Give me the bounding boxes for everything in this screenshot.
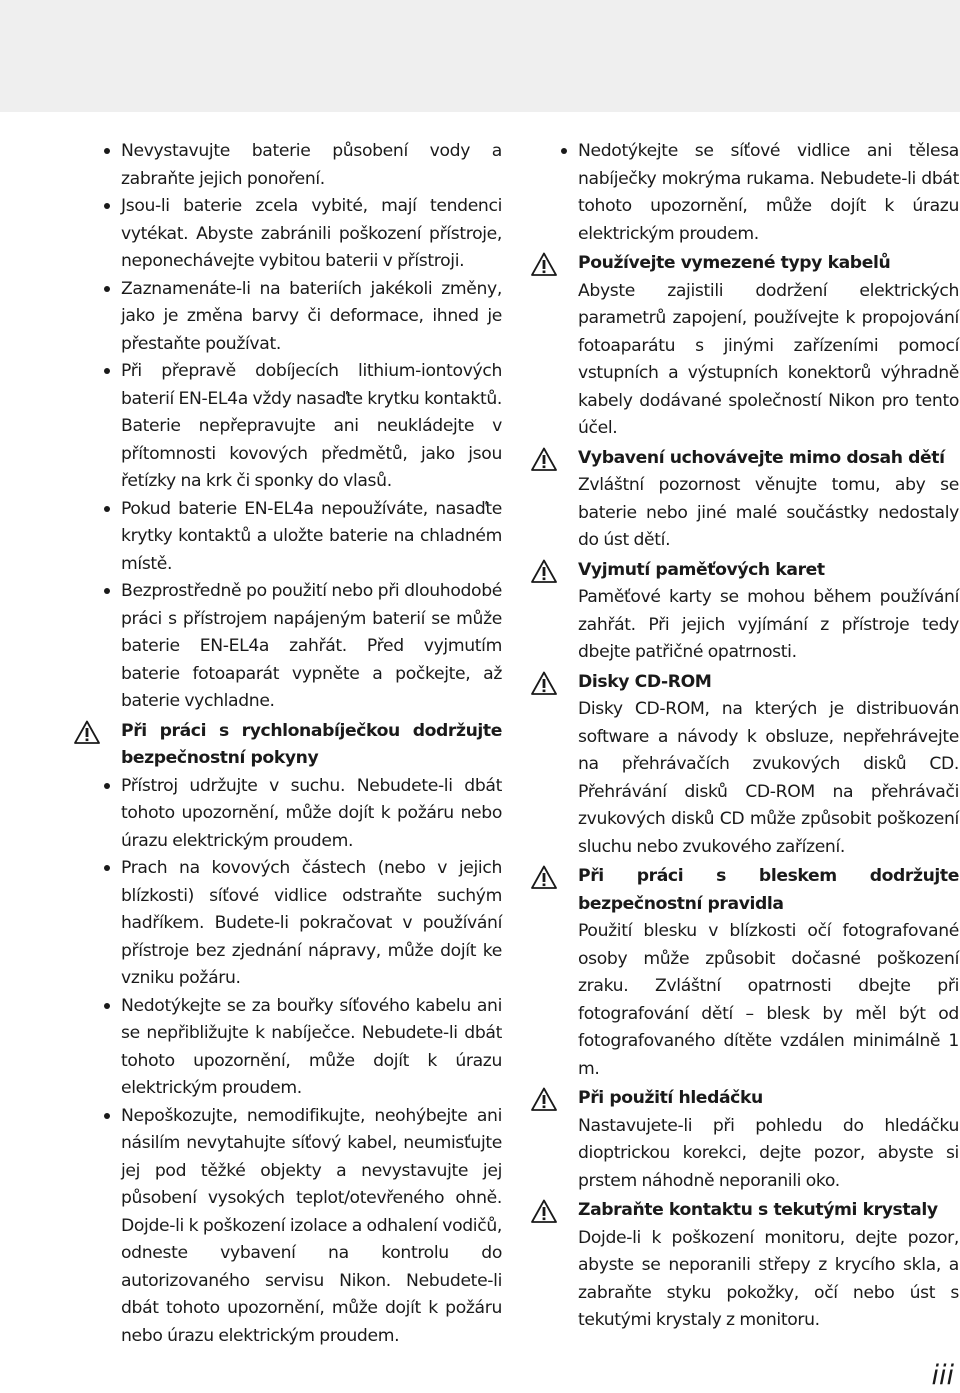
list-item: Pokud baterie EN-EL4a nepoužíváte, nasaďte krytky kontaktů a uložte baterie na chladném místě. bbox=[104, 496, 502, 579]
continuation-paragraph: Baterie nepřepravujte ani neukládejte v přítomnosti kovových předmětů, jako jsou řetízky na krk či sponky do vlasů. bbox=[121, 416, 502, 491]
left-column bbox=[104, 138, 502, 1350]
warning-body: Disky CD-ROM, na kterých je distribuován software a návody k obsluze, nepřehrávejte na přehrávačích zvukových disků CD. Přehrávání disků CD-ROM na přehrávači zvukových disků CD může způsobit poškození sluchu nebo zvukového zařízení. bbox=[578, 699, 959, 857]
warning-title: Vybavení uchovávejte mimo dosah dětí bbox=[578, 447, 945, 468]
right-column bbox=[561, 138, 959, 1335]
list-item: Nedotýkejte se za bouřky síťového kabelu ani se nepřibližujte k nabíječce. Nebudete-li dbát tohoto upozornění, může dojít k úrazu elektrickým proudem. bbox=[104, 993, 502, 1103]
warning-section bbox=[561, 445, 959, 555]
warning-title: Při použití hledáčku bbox=[578, 1088, 763, 1108]
warning-triangle-icon bbox=[74, 720, 100, 744]
warning-body: Zvláštní pozornost věnujte tomu, aby se baterie nebo jiné malé součástky nedostaly do úst dětí. bbox=[578, 475, 959, 550]
charger-warning-section bbox=[104, 718, 502, 773]
list-item: Jsou-li baterie zcela vybité, mají tendenci vytékat. Abyste zabránili poškození přístroje, neponechávejte vybitou baterii v přístroji. bbox=[104, 193, 502, 276]
warning-section bbox=[561, 250, 959, 443]
page-number: iii bbox=[931, 1360, 954, 1391]
warning-triangle-icon bbox=[531, 252, 557, 276]
warning-title: Při práci s bleskem dodržujte bezpečnostní pravidla bbox=[578, 866, 959, 914]
list-item: Prach na kovových částech (nebo v jejich blízkosti) síťové vidlice odstraňte suchým hadříkem. Budete-li pokračovat v používání přístroje bez zjednání nápravy, může dojít ke vzniku požáru. bbox=[104, 855, 502, 993]
list-item: Při přepravě dobíjecích lithium-iontových baterií EN-EL4a vždy nasaďte krytku kontaktů. bbox=[104, 358, 502, 413]
warning-title: Při práci s rychlonabíječkou dodržujte bezpečnostní pokyny bbox=[121, 720, 502, 768]
warning-triangle-icon bbox=[531, 559, 557, 583]
list-item: Zaznamenáte-li na bateriích jakékoli změny, jako je změna barvy či deformace, ihned je přestaňte používat. bbox=[104, 276, 502, 359]
list-item: Nepoškozujte, nemodifikujte, neohýbejte ani násilím nevytahujte síťový kabel, neumisťujte jej pod těžké objekty a nevystavujte jej působení vysokých teplot/otevřeného ohně. Dojde-li k poškození izolace a odhalení vodičů, odneste vybavení na kontrolu do autorizovaného servisu Nikon. Nebudete-li dbát tohoto upozornění, může dojít k požáru nebo úrazu elektrickým proudem. bbox=[104, 1103, 502, 1351]
warning-section bbox=[561, 669, 959, 862]
warning-title: Používejte vymezené typy kabelů bbox=[578, 253, 891, 273]
warning-triangle-icon bbox=[531, 865, 557, 889]
warning-body: Paměťové karty se mohou během používání zahřát. Při jejich vyjímání z přístroje tedy dbejte patřičné opatrnosti. bbox=[578, 587, 959, 662]
warning-triangle-icon bbox=[531, 1199, 557, 1223]
warning-title: Disky CD-ROM bbox=[578, 671, 712, 692]
warning-section bbox=[561, 1085, 959, 1195]
warning-title: Zabraňte kontaktu s tekutými krystaly bbox=[578, 1200, 938, 1220]
warning-section bbox=[561, 1197, 959, 1335]
warning-body: Abyste zajistili dodržení elektrických parametrů zapojení, používejte k propojování fotoaparátu s jinými zařízeními pomocí vstupních a výstupních konektorů výhradně kabely dodávané společností Nikon pro tento účel. bbox=[578, 280, 959, 438]
warning-triangle-icon bbox=[531, 1087, 557, 1111]
list-item: Přístroj udržujte v suchu. Nebudete-li dbát tohoto upozornění, může dojít k požáru nebo úrazu elektrickým proudem. bbox=[104, 773, 502, 856]
list-item: Nevystavujte baterie působení vody a zabraňte jejich ponoření. bbox=[104, 138, 502, 193]
warning-section bbox=[561, 863, 959, 1083]
warning-body: Použití blesku v blízkosti očí fotografované osoby může způsobit dočasné poškození zraku. Zvláštní opatrnosti dbejte při fotografování dětí – blesk by měl být od fotografovaného dítěte vzdálen minimálně 1 m. bbox=[578, 921, 959, 1079]
list-item: Nedotýkejte se síťové vidlice ani tělesa nabíječky mokrýma rukama. Nebudete-li dbát tohoto upozornění, může dojít k úrazu elektrickým proudem. bbox=[561, 138, 959, 248]
top-gray-band bbox=[0, 0, 960, 112]
warning-triangle-icon bbox=[531, 671, 557, 695]
list-item: Bezprostředně po použití nebo při dlouhodobé práci s přístrojem napájeným baterií se může baterie EN-EL4a zahřát. Před vyjmutím baterie fotoaparát vypněte a počkejte, až baterie vychladne. bbox=[104, 578, 502, 716]
warning-section bbox=[561, 557, 959, 667]
warning-title: Vyjmutí paměťových karet bbox=[578, 559, 825, 580]
warning-body: Dojde-li k poškození monitoru, dejte pozor, abyste se neporanili střepy z krycího skla, a zabraňte styku pokožky, očí nebo úst s tekutými krystaly z monitoru. bbox=[578, 1227, 959, 1330]
warning-body: Nastavujete-li při pohledu do hledáčku dioptrickou korekci, dejte pozor, abyste si prstem náhodně neporanili oko. bbox=[578, 1115, 959, 1191]
warning-triangle-icon bbox=[531, 447, 557, 471]
